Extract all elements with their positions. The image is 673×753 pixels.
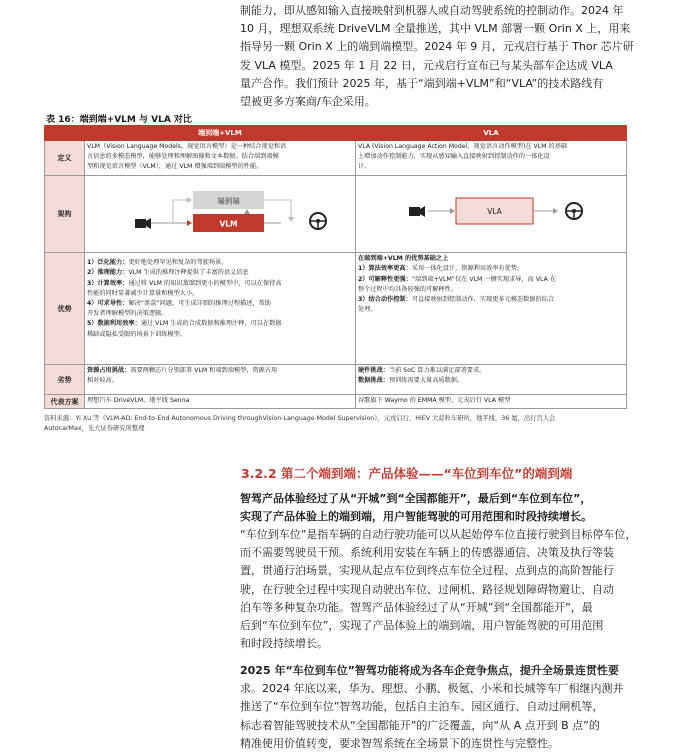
e2e-box-label: 端到端: [217, 196, 240, 206]
disadvantage-text: 预训练需要大量高质数据。: [388, 377, 464, 385]
advantage-item: [87, 279, 353, 289]
table-header-vla: VLA: [356, 126, 627, 141]
advantage-title: 4）可求导性：: [87, 300, 129, 308]
summary-paragraph: [240, 490, 660, 526]
advantage-text-cont: 开发者理解模型的决策逻辑。: [87, 310, 168, 318]
advantage-item: [358, 264, 624, 274]
advantage-title: 3）结合动作控制：: [358, 296, 412, 304]
disadvantage-title: 数据挑战：: [358, 377, 389, 385]
advantage-text-cont: 性能的同时显著减少计算量和模型大小。: [87, 289, 199, 297]
advantage-item: [87, 319, 353, 329]
advantage-text-cont: 处理。: [358, 306, 377, 314]
body-paragraph: [240, 662, 660, 753]
advantage-text: 解决“黑盒”问题，可生成详细的推理过程描述，帮助: [128, 300, 271, 308]
advantage-item: [358, 275, 624, 285]
arrow-head: [553, 208, 558, 214]
table-source-note: [44, 414, 644, 434]
disadvantage-item: [358, 376, 624, 386]
advantage-intro: 在端到端+VLM 的优势基础之上: [358, 255, 449, 263]
disadvantage-text: 需要两颗芯片分别部署 VLM 和端到端模型，资源占用: [130, 367, 278, 375]
table-row-disadvantages: [45, 365, 627, 395]
text-line: 实现了产品体验上的端到端，用户智能驾驶的可用范围和时段持续增长。: [240, 510, 592, 524]
table-header-e2e-vlm: 端到端+VLM: [85, 126, 356, 141]
disadvantage-text-cont: 相对较高。: [87, 377, 118, 385]
comparison-table: [44, 125, 627, 409]
text-line: 2025 年“车位到车位”智驾功能将成为各车企竞争焦点，提升全场景连贯性要: [240, 664, 619, 677]
advantage-text: 更好地处理罕见和复杂的驾驶场景。: [128, 259, 228, 267]
disadvantage-title: 硬件挑战：: [358, 367, 389, 375]
camera-icon: [135, 218, 151, 229]
table-row-representatives: [45, 395, 627, 409]
section-heading: 3.2.2 第二个端到端：产品体验——“车位到车位”的端到端: [241, 466, 573, 481]
advantage-title: 2）推理能力：: [87, 269, 129, 277]
disadvantage-item: [87, 366, 353, 376]
advantage-title: 5）数据利用效率：: [87, 320, 141, 328]
table-row-advantages: [45, 253, 627, 365]
arrow-head: [450, 208, 455, 214]
text-line: 制能力，即从感知输入直接映射到机器人或自动驾驶系统的控制动作。2024 年: [240, 4, 624, 17]
source-line: AutocarMax，光大证券研究所整理: [44, 425, 145, 432]
arrow-head: [187, 197, 192, 203]
advantage-item: [87, 258, 353, 268]
advantages-right: [356, 253, 627, 365]
text-line: 推送了“车位到车位”智驾功能，包括自主泊车、园区通行、自动过闸机等，: [240, 700, 604, 714]
text-line: 求。2024 年底以来，华为、理想、小鹏、极氪、小米和长城等车厂相继内测并: [240, 682, 624, 696]
architecture-left: [85, 176, 356, 253]
advantage-text-cont: 整个过程中均具备较强的可解释性。: [358, 285, 457, 293]
text-line: 和时段持续增长。: [240, 637, 328, 651]
advantage-text: “端到端+VLM”仅在 VLM 一侧实现求导，而 VLA 在: [411, 275, 556, 283]
definition-left: [85, 141, 356, 176]
row-header-advantages: 优势: [45, 253, 85, 365]
cell-line: VLM（Vision Language Models，视觉语言模型）是一种结合视觉和语: [87, 143, 287, 150]
text-line: “车位到车位”是指车辆的自动行驶功能可以从起始停车位直接行驶到目标停车位，: [240, 528, 637, 541]
disadvantages-right: [356, 365, 627, 395]
text-line: 后到“车位到车位”，实现了产品体验上的端到端，用户智能驾驶的可用范围: [240, 619, 604, 633]
representatives-left: [85, 395, 356, 409]
cell-line: 上增加动作控制能力，实现从感知输入直接映射到控制动作的一体化设: [358, 153, 550, 161]
cell-line: 谷歌旗下 Waymo 的 EMMA 模型、元戎启行 VLA 模型: [358, 397, 511, 405]
disadvantage-title: 资源占用挑战：: [87, 367, 131, 375]
cell-line: 计。: [358, 163, 371, 171]
table-row-architecture: [45, 176, 627, 253]
row-header-definition: 定义: [45, 141, 85, 176]
cell-line: 言信息的多模态模型，能够处理和理解图像和文本数据。结合端到端模: [87, 153, 279, 161]
vla-diagram: [356, 176, 626, 248]
row-header-disadvantages: 劣势: [45, 365, 85, 395]
advantage-item: [87, 268, 353, 278]
table-header-row: [45, 126, 627, 141]
camera-icon: [409, 206, 425, 217]
advantage-text: 通过将 VLM 的知识蒸馏到更小的模型中，可以在保持高: [128, 279, 282, 287]
advantage-text: 可直接映射到控制动作，实现更多元模态数据的综合: [411, 296, 555, 304]
cell-line: VLA (Vision Language Action Model，视觉语言动作模型)在 VLM 的基础: [358, 143, 568, 150]
source-line: 资料来源：Yi Xu 等《VLM-AD: End-to-End Autonomous Driving throughVision-Language Model Supervision》，元戎启行，HiEV 大蒜粒车研所，地平线，36 氪，出行百人会: [44, 415, 556, 422]
vla-box-label: VLA: [487, 207, 502, 216]
row-header-architecture: 架构: [45, 176, 85, 253]
text-line: 驶，在行驶全过程中实现自动驶出车位、过闸机、路径规划障碍物避让、自动: [240, 582, 614, 596]
text-line: 精准使用价值转变，要求智驾系统在全场景下的连贯性与完整性。: [240, 736, 559, 750]
arrow-head: [187, 220, 192, 226]
table-header-empty: [45, 126, 85, 141]
row-header-representatives: 代表方案: [45, 395, 85, 409]
text-line: 智驾产品体验经过了从“开城”到“全国都能开”，最后到“车位到车位”，: [240, 492, 592, 505]
flow-line: [173, 200, 187, 223]
advantage-text-cont: 稀缺或隐私受限的场景下训练模型。: [87, 330, 186, 338]
advantage-item: [87, 299, 353, 309]
text-line: 量产合作。我们预计 2025 年，基于“端到端+VLM”和“VLA”的技术路线有: [240, 76, 604, 90]
e2e-vlm-diagram: [85, 176, 355, 248]
advantage-text: 采用一体化设计，资源利用效率有优势。: [411, 265, 524, 273]
text-line: 发 VLA 模型。2025 年 1 月 22 日，元戎启行宣布已与某头部车企达成 VLA: [240, 58, 613, 72]
cell-line: 型和视觉语言模型（VLM），通过 VLM 增强端到端模型的性能。: [87, 163, 263, 171]
steering-wheel-icon: [566, 203, 582, 219]
body-paragraph: [240, 526, 660, 653]
table-caption: 表 16：端到端+VLM 与 VLA 对比: [46, 115, 192, 125]
text-line: 而不需要驾驶员干预。系统利用安装在车辆上的传感器通信、决策及执行等装: [240, 546, 614, 560]
text-line: 望被更多方案商/车企采用。: [240, 95, 376, 109]
arrow-head: [288, 217, 294, 222]
disadvantage-item: [358, 366, 624, 376]
disadvantage-text: 当前 SoC 算力难以满足部署要求。: [388, 367, 486, 375]
text-line: 泊车等多种复杂功能。智驾产品体验经过了从“开城”到“全国都能开”，最: [240, 600, 593, 614]
advantages-left: [85, 253, 356, 365]
arrow-head: [244, 209, 250, 214]
disadvantages-left: [85, 365, 356, 395]
advantage-text: VLM 生成的推理注释提供了丰富的语义信息: [128, 269, 249, 277]
architecture-right: [356, 176, 627, 253]
text-line: 置，贯通行泊场景，实现从起点车位到终点车位全过程、点到点的高阶智能行: [240, 564, 614, 578]
advantage-title: 1）泛化能力：: [87, 259, 129, 267]
table-row-definition: [45, 141, 627, 176]
text-line: 指导另一颗 Orin X 上的端到端模型。2024 年 9 月，元戎启行基于 Thor 芯片研: [240, 40, 634, 54]
text-line: 10 月，理想双系统 DriveVLM 全量推送，其中 VLM 部署一颗 Orin X 上，用来: [240, 22, 631, 36]
intro-paragraph: [240, 2, 658, 111]
advantage-title: 3）计算效率：: [87, 279, 129, 287]
advantage-text: 通过 VLM 生成的合成数据和推理注释，可以在数据: [140, 320, 282, 328]
flow-line: [264, 200, 291, 217]
advantage-item: [358, 295, 624, 305]
advantage-title: 2）可解释性更强：: [358, 275, 412, 283]
advantage-title: 1）算法效率更高：: [358, 265, 412, 273]
text-line: 标志着智能驾驶技术从“全国都能开”的广泛覆盖，向“从 A 点开到 B 点”的: [240, 718, 600, 732]
cell-line: 理想汽车 DriveVLM、地平线 Senna: [87, 397, 190, 405]
definition-right: [356, 141, 627, 176]
steering-wheel-icon: [310, 213, 326, 229]
representatives-right: [356, 395, 627, 409]
vlm-box-label: VLM: [219, 219, 238, 229]
